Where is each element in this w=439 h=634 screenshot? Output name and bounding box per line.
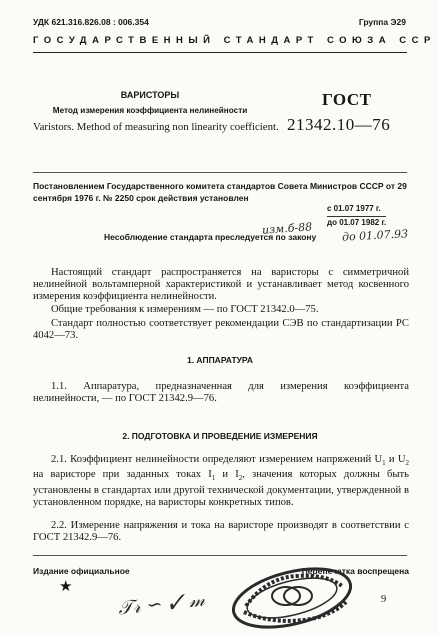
subtitle-ru: Метод измерения коэффициента нелинейности	[52, 106, 248, 115]
clause-2-1: 2.1. Коэффициент нелинейности определяют измерением напряжений $U_1$ и $U_2$ на варисторе при заданных токах $I_1$ и $I_2$, значения которых должны быть установлены в стандартах или другой технической документации, утвержденной в установленном порядке, на варисторы конкретных типов.	[33, 454, 409, 508]
top-rule	[33, 52, 407, 53]
reprint-prohibited-label: Перепечатка воспрещена	[301, 566, 409, 576]
intro-paragraph-general: Общие требования к измерениям — по ГОСТ 21342.0—75.	[51, 304, 319, 315]
handwritten-extension-date: до 01.07.93	[341, 227, 409, 244]
handwritten-amendment: изм.б-88	[261, 220, 313, 237]
star-icon: ★	[59, 579, 73, 595]
nonobservance-note: Несоблюдение стандарта преследуется по закону	[104, 232, 317, 242]
state-standard-header: ГОСУДАРСТВЕННЫЙ СТАНДАРТ СОЮЗА ССР	[33, 35, 436, 46]
udk-code: УДК 621.316.826.08 : 006.354	[33, 17, 149, 27]
title-ru: ВАРИСТОРЫ	[120, 90, 180, 100]
clause-2-2: 2.2. Измерение напряжения и тока на варисторе производят в соответствии с ГОСТ 21342.9—76.	[33, 520, 409, 544]
handwritten-signature: 𝒯𝓇 ∽ ✓ 𝓂	[117, 588, 206, 620]
validity-date-to: до 01.07 1982 г.	[327, 218, 387, 227]
title-en: Varistors. Method of measuring non linearity coefficient.	[33, 121, 279, 133]
decree-text: Постановлением Государственного комитета стандартов Совета Министров СССР от 29 сентября 1976 г. № 2250 срок действия установлен	[33, 181, 407, 203]
middle-rule	[33, 172, 407, 173]
library-stamp-seal	[226, 566, 358, 630]
validity-date-from: с 01.07 1977 г.	[327, 204, 381, 213]
intro-paragraph-cmea: Стандарт полностью соответствует рекомендации СЭВ по стандартизации РС 4042—73.	[33, 318, 409, 342]
clause-1-1: 1.1. Аппаратура, предназначенная для измерения коэффициента нелинейности, — по ГОСТ 21342.9—76.	[33, 381, 409, 405]
gost-label: ГОСТ	[322, 90, 372, 109]
gost-number: 21342.10—76	[287, 115, 391, 134]
official-edition-label: Издание официальное	[33, 566, 130, 576]
bottom-rule	[33, 555, 407, 556]
page-number: 9	[381, 594, 387, 605]
group-code: Группа Э29	[358, 17, 406, 27]
section-heading-apparatus: 1. АППАРАТУРА	[186, 355, 253, 365]
section-heading-measurement: 2. ПОДГОТОВКА И ПРОВЕДЕНИЕ ИЗМЕРЕНИЯ	[122, 431, 318, 441]
intro-paragraph-scope: Настоящий стандарт распространяется на варисторы с симметричной нелинейной вольтамперной характеристикой и устанавливает метод косвенного измерения коэффициента нелинейности.	[33, 267, 409, 303]
